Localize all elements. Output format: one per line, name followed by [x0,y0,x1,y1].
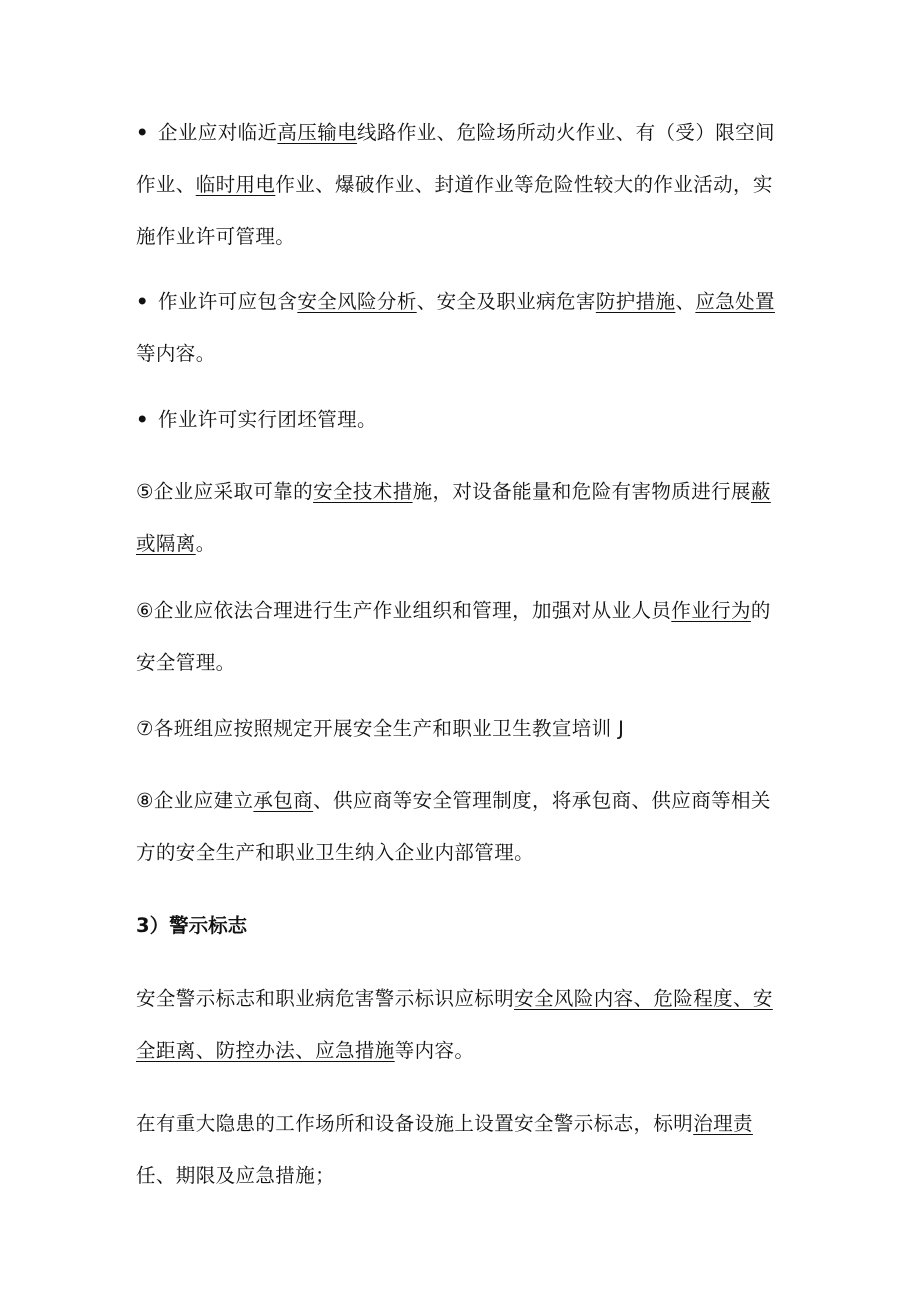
section-heading: 3）警示标志 [136,914,248,937]
underlined-term: 应急处置 [695,290,775,313]
paragraph-permit-management: • 作业许可实行团坯管理。 [136,394,788,446]
underlined-term: 安全风险分析 [297,290,417,313]
paragraph-warning-sign-content: 安全警示标志和职业病危害警示标识应标明安全风险内容、危险程度、安全距离、防控办法、应急措施等内容。 [136,987,773,1062]
paragraph-major-hazard-signs: 在有重大隐患的工作场所和设备设施上设置安全警示标志，标明治理责任、期限及应急措施； [136,1112,753,1187]
paragraph-item-8: ⑧企业应建立承包商、供应商等安全管理制度，将承包商、供应商等相关方的安全生产和职业卫生纳入企业内部管理。 [136,789,771,864]
underlined-term: 蔽或隔离 [136,480,771,555]
bullet-marker: • [136,290,149,313]
underlined-term: 安全风险内容、危险程度、安全距离、防控办法、应急措施 [136,987,773,1062]
paragraph-item-7: ⑦各班组应按照规定开展安全生产和职业卫生教宣培训 J [136,717,625,740]
underlined-term: 防护措施 [595,290,676,313]
bullet-marker: • [136,408,149,431]
paragraph-item-6: ⑥企业应依法合理进行生产作业组织和管理，加强对从业人员作业行为的安全管理。 [136,599,771,674]
paragraph-item-5: ⑤企业应采取可靠的安全技术措施，对设备能量和危险有害物质进行展蔽或隔离。 [136,480,771,555]
underlined-term: 高压输电 [277,121,358,144]
underlined-term: 承包商 [253,789,314,812]
underlined-term: 作业行为 [671,599,751,622]
underlined-term: 治理责 [693,1112,753,1135]
paragraph-work-permit-scope: • 企业应对临近高压输电线路作业、危险场所动火作业、有（受）限空间作业、临时用电作业、爆破作业、封道作业等危险性较大的作业活动，实施作业许可管理。 [136,107,788,263]
underlined-term: 临时用电 [195,173,276,196]
paragraph-permit-contents: • 作业许可应包含安全风险分析、安全及职业病危害防护措施、应急处置等内容。 [136,276,788,380]
bullet-marker: • [136,121,149,144]
underlined-term: 安全技术措 [313,480,413,503]
